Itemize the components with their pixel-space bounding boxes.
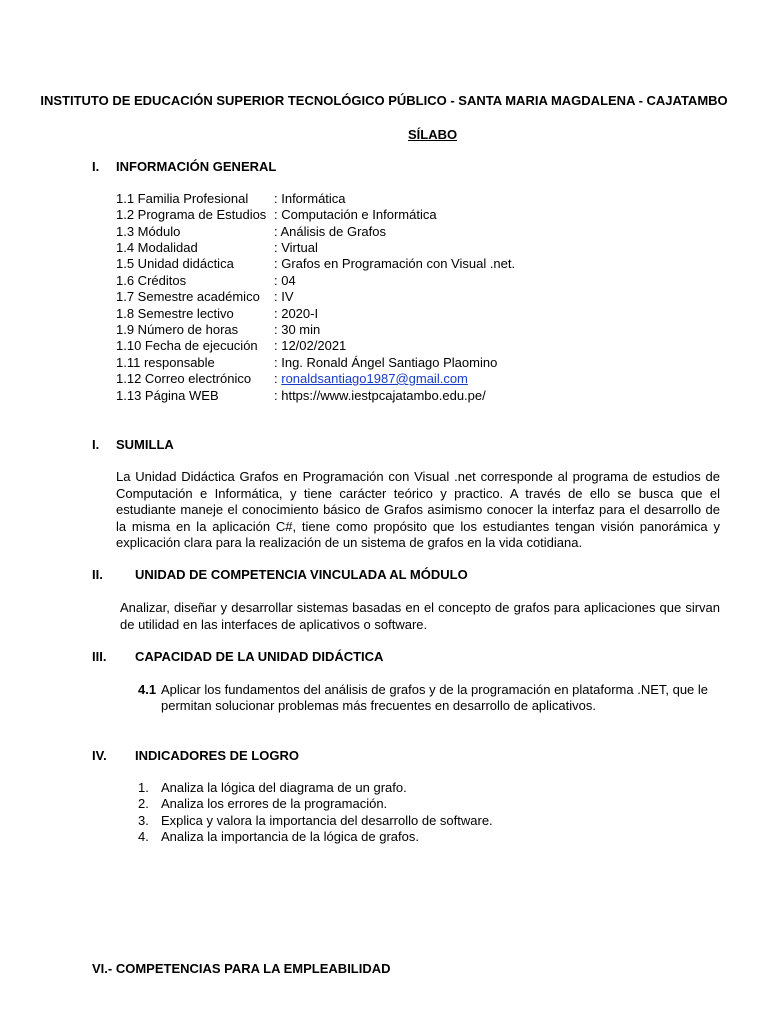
info-value: : Informática bbox=[274, 191, 346, 206]
info-row bbox=[116, 224, 386, 239]
capacidad-number: 4.1 bbox=[138, 682, 157, 697]
info-value: : Computación e Informática bbox=[274, 207, 437, 222]
info-label: 1.1 Familia Profesional bbox=[116, 191, 249, 206]
capacidad-line-2: permitan solucionar problemas más frecuentes en desarrollo de aplicativos. bbox=[161, 698, 596, 713]
info-value: : Grafos en Programación con Visual .net. bbox=[274, 256, 516, 271]
section-sumilla-number: I. bbox=[92, 437, 100, 452]
list-item bbox=[138, 780, 407, 795]
info-label: 1.2 Programa de Estudios bbox=[116, 207, 267, 222]
document-title: SÍLABO bbox=[408, 127, 458, 142]
list-item bbox=[138, 829, 419, 844]
info-row bbox=[116, 322, 320, 337]
info-value: : Análisis de Grafos bbox=[274, 224, 386, 239]
info-value: : Virtual bbox=[274, 240, 318, 255]
section-info-title: INFORMACIÓN GENERAL bbox=[116, 159, 277, 174]
info-label: 1.13 Página WEB bbox=[116, 388, 219, 403]
info-row bbox=[116, 306, 318, 321]
competencia-paragraph: Analizar, diseñar y desarrollar sistemas basadas en el concepto de grafos para aplicaciones que sirvan de utilidad en las interfaces de aplicativos o software. bbox=[120, 600, 720, 632]
list-item bbox=[138, 796, 387, 811]
section-indicadores-number: IV. bbox=[92, 748, 107, 763]
info-value: : 04 bbox=[274, 273, 296, 288]
list-item-number: 3. bbox=[138, 813, 149, 828]
info-value bbox=[274, 371, 468, 386]
info-row bbox=[116, 273, 296, 288]
section-info-number: I. bbox=[92, 159, 100, 174]
info-row bbox=[116, 256, 515, 271]
info-value: : 12/02/2021 bbox=[274, 338, 347, 353]
info-label: 1.9 Número de horas bbox=[116, 322, 239, 337]
info-value: : https://www.iestpcajatambo.edu.pe/ bbox=[274, 388, 486, 403]
info-row bbox=[116, 207, 437, 222]
info-row bbox=[116, 388, 486, 403]
info-label: 1.3 Módulo bbox=[116, 224, 181, 239]
section-indicadores-title: INDICADORES DE LOGRO bbox=[135, 748, 299, 763]
email-link[interactable]: ronaldsantiago1987@gmail.com bbox=[281, 371, 468, 386]
info-value: : 30 min bbox=[274, 322, 321, 337]
section-sumilla-title: SUMILLA bbox=[116, 437, 174, 452]
sumilla-paragraph: La Unidad Didáctica Grafos en Programación con Visual .net corresponde al programa de estudios de Computación e Informática, y tiene carácter teórico y practico. A través de ello se busca que el estudiante maneje el conocimiento básico de Grafos asimismo conocer la interfaz para el desarrollo de la misma en la aplicación C#, tiene como propósito que los estudiantes tengan visión panorámica y explicación clara para la realización de un sistema de grafos en la vida cotidiana. bbox=[116, 469, 720, 550]
section-competencia-title: UNIDAD DE COMPETENCIA VINCULADA AL MÓDULO bbox=[135, 567, 468, 582]
list-item-number: 4. bbox=[138, 829, 149, 844]
info-label: 1.11 responsable bbox=[116, 355, 215, 370]
info-row bbox=[116, 355, 497, 370]
info-value: : Ing. Ronald Ángel Santiago Plaomino bbox=[274, 355, 498, 370]
info-value: : IV bbox=[274, 289, 294, 304]
info-row bbox=[116, 191, 346, 206]
section-competencia-number: II. bbox=[92, 567, 103, 582]
info-label: 1.5 Unidad didáctica bbox=[116, 256, 234, 271]
info-row bbox=[116, 289, 294, 304]
info-label: 1.8 Semestre lectivo bbox=[116, 306, 234, 321]
institute-heading: INSTITUTO DE EDUCACIÓN SUPERIOR TECNOLÓGICO PÚBLICO - SANTA MARIA MAGDALENA - CAJATAMBO bbox=[40, 93, 728, 108]
info-value-prefix: : bbox=[274, 371, 282, 386]
info-label: 1.10 Fecha de ejecución bbox=[116, 338, 258, 353]
section-capacidad-number: III. bbox=[92, 649, 107, 664]
list-item-number: 1. bbox=[138, 780, 149, 795]
capacidad-line-1: Aplicar los fundamentos del análisis de grafos y de la programación en plataforma .NET, que le bbox=[161, 682, 709, 697]
info-row bbox=[116, 371, 468, 386]
info-value: : 2020-I bbox=[274, 306, 319, 321]
list-item-text: Analiza los errores de la programación. bbox=[161, 796, 388, 811]
list-item-number: 2. bbox=[138, 796, 149, 811]
info-label: 1.4 Modalidad bbox=[116, 240, 198, 255]
info-row bbox=[116, 338, 346, 353]
info-row bbox=[116, 240, 318, 255]
section-capacidad-title: CAPACIDAD DE LA UNIDAD DIDÁCTICA bbox=[135, 649, 384, 664]
info-label: 1.12 Correo electrónico bbox=[116, 371, 252, 386]
list-item-text: Analiza la importancia de la lógica de grafos. bbox=[161, 829, 419, 844]
list-item bbox=[138, 813, 493, 828]
list-item-text: Explica y valora la importancia del desarrollo de software. bbox=[161, 813, 493, 828]
section-empleabilidad-title: VI.- COMPETENCIAS PARA LA EMPLEABILIDAD bbox=[92, 961, 391, 976]
list-item-text: Analiza la lógica del diagrama de un grafo. bbox=[161, 780, 407, 795]
info-label: 1.6 Créditos bbox=[116, 273, 187, 288]
info-label: 1.7 Semestre académico bbox=[116, 289, 260, 304]
